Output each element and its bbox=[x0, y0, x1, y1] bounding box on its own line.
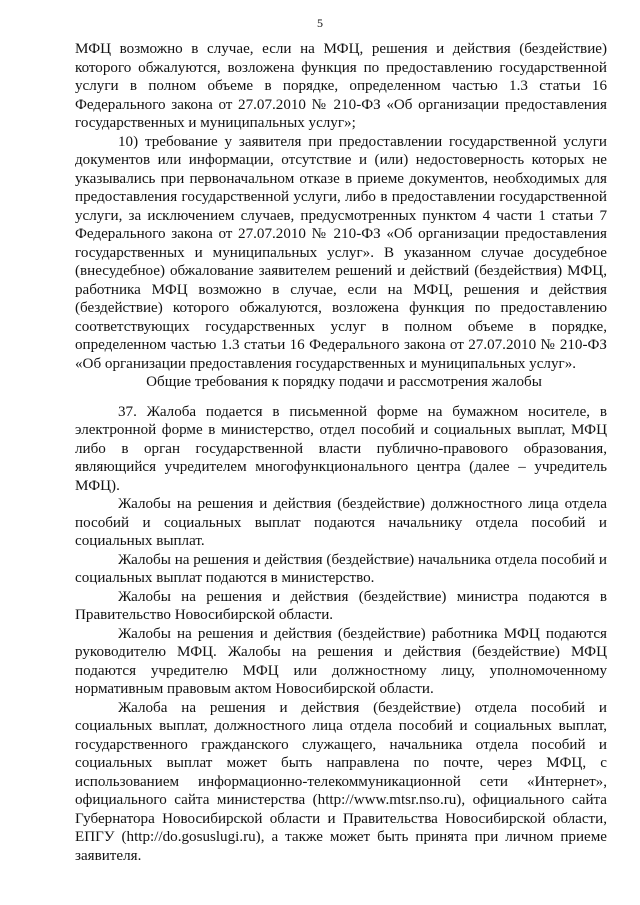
paragraph-complaint-minister: Жалобы на решения и действия (бездействие) министра подаются в Правительство Новосибирской области. bbox=[75, 588, 607, 623]
paragraph-complaint-mfc: Жалобы на решения и действия (бездействие) работника МФЦ подаются руководителю МФЦ. Жалобы на решения и действия (бездействие) МФЦ подаются учредителю МФЦ или должностному лицу, уполномоченному нормативным правовым актом Новосибирской области. bbox=[75, 625, 607, 697]
page-number: 5 bbox=[317, 16, 323, 30]
paragraph-complaint-head: Жалобы на решения и действия (бездействие) начальника отдела пособий и социальных выплат подаются в министерство. bbox=[75, 551, 607, 586]
section-heading: Общие требования к порядку подачи и рассмотрения жалобы bbox=[146, 374, 542, 390]
document-body bbox=[75, 40, 607, 865]
paragraph-complaint-channels: Жалоба на решения и действия (бездействие) отдела пособий и социальных выплат, должностного лица отдела пособий и социальных выплат, государственного гражданского служащего, начальника отдела пособий и социальных выплат может быть направлена по почте, через МФЦ, с использованием информационно-телекоммуникационной сети «Интернет», официального сайта министерства (http://www.mtsr.nso.ru), официального сайта Губернатора Новосибирской области и Правительства Новосибирской области, ЕПГУ (http://do.gosuslugi.ru), а также может быть принята при личном приеме заявителя. bbox=[75, 699, 607, 864]
paragraph-item-10: 10) требование у заявителя при предоставлении государственной услуги документов или информации, отсутствие и (или) недостоверность которых не указывались при первоначальном отказе в приеме документов, необходимых для предоставления государственной услуги, либо в предоставлении государственной услуги, за исключением случаев, предусмотренных пунктом 4 части 1 статьи 7 Федерального закона от 27.07.2010 № 210-ФЗ «Об организации предоставления государственных и муниципальных услуг». В указанном случае досудебное (внесудебное) обжалование заявителем решений и действий (бездействия) МФЦ, работника МФЦ возможно в случае, если на МФЦ, решения и действия (бездействие) которого обжалуются, возложена функция по предоставлению соответствующих государственных услуг в полном объеме в порядке, определенном частью 1.3 статьи 16 Федерального закона от 27.07.2010 № 210-ФЗ «Об организации предоставления государственных и муниципальных услуг». bbox=[75, 133, 607, 372]
paragraph-complaint-official: Жалобы на решения и действия (бездействие) должностного лица отдела пособий и социальных выплат подаются начальнику отдела пособий и социальных выплат. bbox=[75, 496, 607, 549]
paragraph-continuation: МФЦ возможно в случае, если на МФЦ, решения и действия (бездействие) которого обжалуются, возложена функция по предоставлению государственной услуги в полном объеме в порядке, определенном частью 1.3 статьи 16 Федерального закона от 27.07.2010 № 210-ФЗ «Об организации предоставления государственных и муниципальных услуг»; bbox=[75, 41, 607, 131]
paragraph-item-37: 37. Жалоба подается в письменной форме на бумажном носителе, в электронной форме в министерство, отдел пособий и социальных выплат, МФЦ либо в орган государственной власти публично-правового образования, являющийся учредителем многофункционального центра (далее – учредитель МФЦ). bbox=[75, 403, 607, 494]
